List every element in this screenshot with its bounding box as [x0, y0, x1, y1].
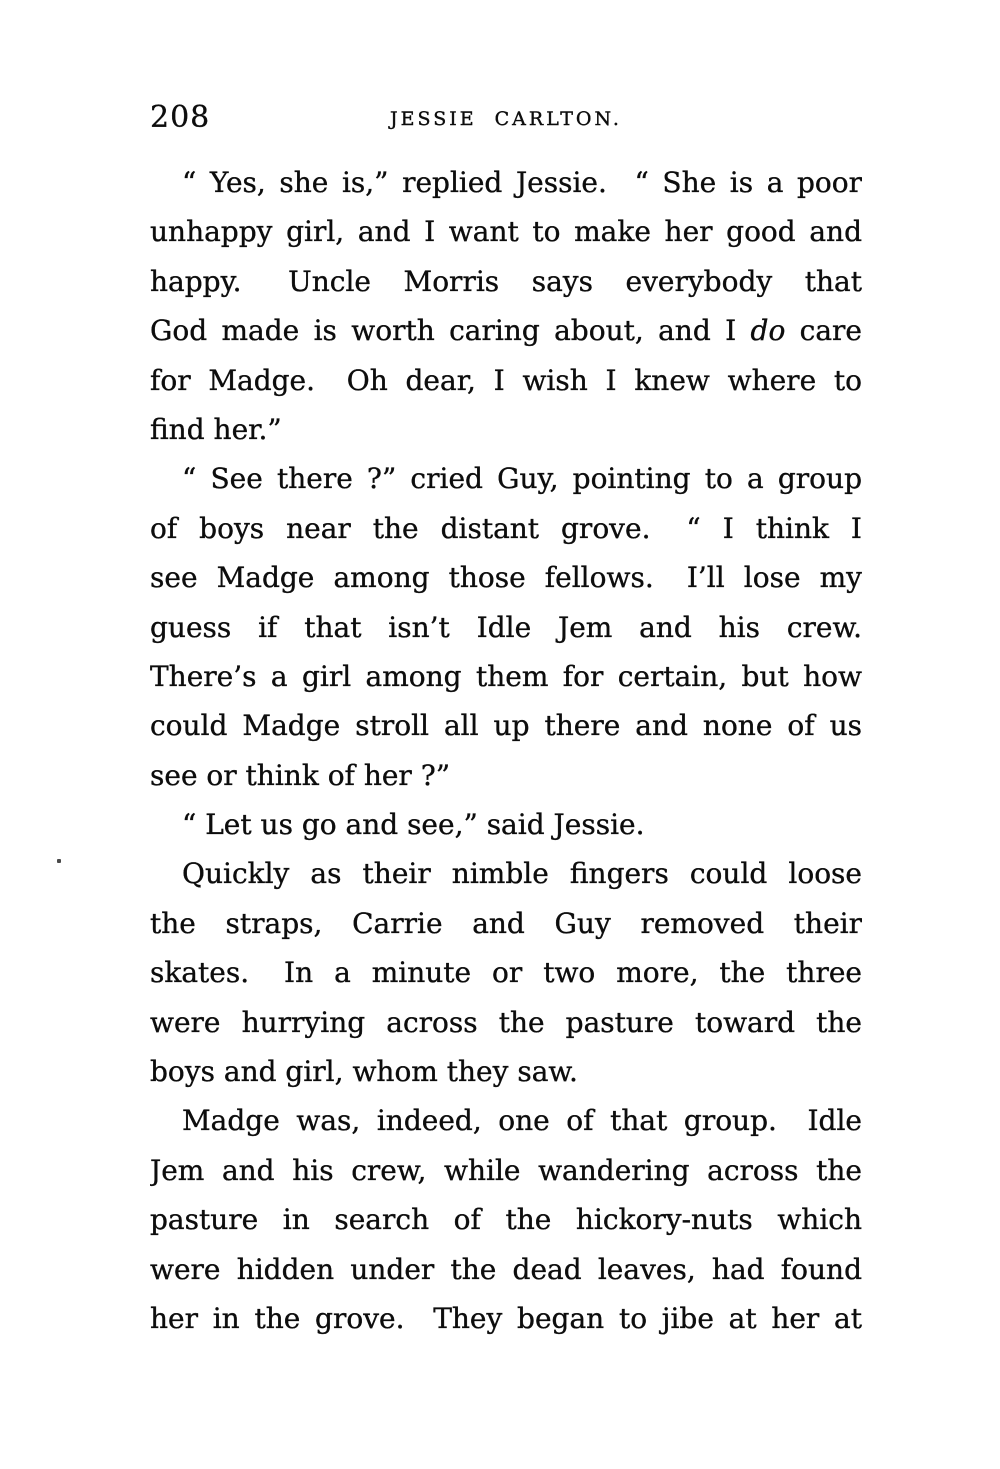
text-line: for Madge. Oh dear, I wish I knew where to	[150, 363, 862, 397]
paragraph	[150, 800, 862, 849]
text-line: unhappy girl, and I want to make her good and	[150, 215, 862, 249]
paragraph	[150, 158, 862, 454]
text-line: Jem and his crew, while wandering across the	[150, 1153, 862, 1187]
text-segment: care	[799, 314, 862, 348]
text-line: There’s a girl among them for certain, but how	[150, 659, 862, 693]
text-line: pasture in search of the hickory-nuts which	[150, 1203, 862, 1237]
text-line	[150, 306, 862, 355]
text-line: could Madge stroll all up there and none of us	[150, 709, 862, 743]
paragraph	[150, 1096, 862, 1343]
running-title: JESSIE CARLTON.	[390, 108, 622, 130]
italic-word: do	[750, 314, 786, 348]
text-line: of boys near the distant grove. “ I think I	[150, 511, 862, 545]
text-line: her in the grove. They began to jibe at her at	[150, 1301, 862, 1335]
scan-speck	[57, 859, 61, 863]
text-line: were hidden under the dead leaves, had found	[150, 1252, 862, 1286]
paragraph	[150, 454, 862, 800]
text-line: “ Let us go and see,” said Jessie.	[182, 808, 645, 842]
text-line: Madge was, indeed, one of that group. Idle	[182, 1104, 862, 1138]
text-line: “ See there ?” cried Guy, pointing to a group	[182, 462, 862, 496]
text-line: see Madge among those fellows. I’ll lose my	[150, 561, 862, 595]
page-body	[150, 158, 862, 1343]
text-line: were hurrying across the pasture toward the	[150, 1005, 862, 1039]
text-line: find her.”	[150, 412, 282, 446]
text-line: guess if that isn’t Idle Jem and his crew.	[150, 610, 862, 644]
page-header	[150, 100, 862, 140]
text-line: skates. In a minute or two more, the three	[150, 956, 862, 990]
paragraph	[150, 849, 862, 1096]
text-line: boys and girl, whom they saw.	[150, 1055, 578, 1089]
page-number: 208	[150, 100, 211, 135]
text-line: Quickly as their nimble fingers could loose	[182, 857, 862, 891]
text-segment: God made is worth caring about, and I	[150, 314, 737, 348]
text-line: happy. Uncle Morris says everybody that	[150, 264, 862, 298]
text-line: the straps, Carrie and Guy removed their	[150, 906, 862, 940]
text-line: “ Yes, she is,” replied Jessie. “ She is a poor	[182, 166, 862, 199]
text-line: see or think of her ?”	[150, 758, 451, 792]
